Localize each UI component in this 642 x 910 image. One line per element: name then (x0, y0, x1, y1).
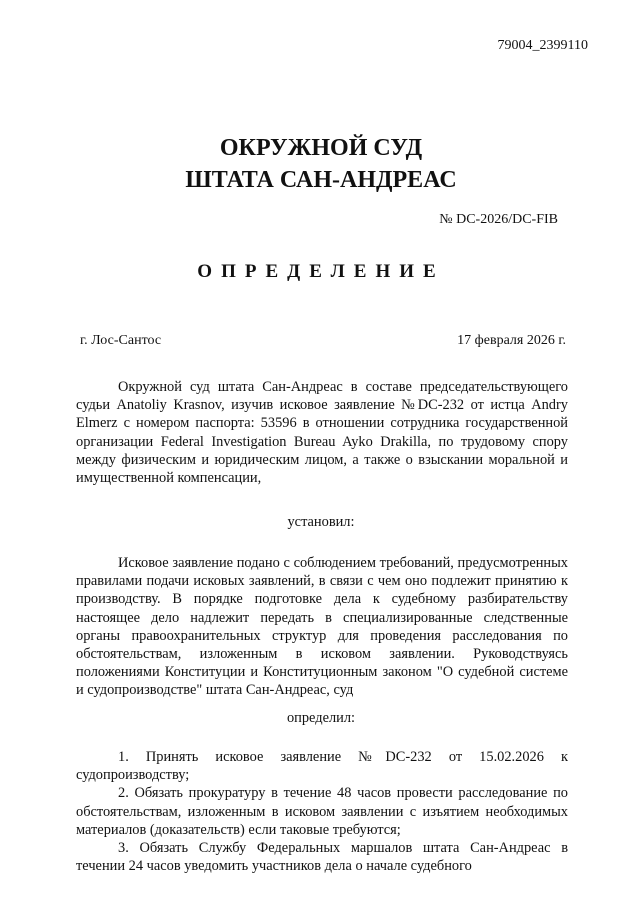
order-item: 1. Принять исковое заявление №DC-232 от 15.02.2026 к судопроизводству; (76, 749, 568, 784)
court-title-line-2: ШТАТА САН-АНДРЕАС (185, 167, 457, 193)
case-number: № DC-2026/DC-FIB (439, 212, 558, 227)
order-item: 2. Обязать прокуратуру в течение 48 часов провести расследование по обстоятельствам, изложенным в исковом заявлении с изъятием необходимых материалов (доказательств) если таковые требуются; (76, 785, 568, 838)
date-of-issue: 17 февраля 2026 г. (457, 333, 566, 348)
document-type-heading: ОПРЕДЕЛЕНИЕ (197, 261, 445, 282)
order-item: 3. Обязать Службу Федеральных маршалов штата Сан-Андреас в течении 24 часов уведомить участников дела о начале судебного (76, 840, 568, 875)
decided-heading: определил: (286, 710, 356, 726)
place-of-issue: г. Лос-Сантос (80, 333, 162, 348)
established-paragraph: Исковое заявление подано с соблюдением требований, предусмотренных правилами подачи исковых заявлений, в связи с чем оно подлежит принятию к производству. В порядке подготовке дела к судебному разбирательству настоящее дело надлежит передать в специализированные следственные органы правоохранительных структур для проведения расследования по обстоятельствам, изложенным в исковом заявлении. Руководствуясь положениями Конституции и Конституционным законом "О судебной системе и судопроизводстве" штата Сан-Андреас, суд (76, 555, 568, 699)
orders-list (76, 748, 568, 875)
court-title (0, 132, 642, 196)
established-heading: установил: (287, 514, 355, 530)
court-title-line-1: ОКРУЖНОЙ СУД (219, 135, 423, 161)
document-id: 79004_2399110 (497, 38, 588, 53)
intro-paragraph: Окружной суд штата Сан-Андреас в составе председательствующего судьи Anatoliy Krasnov, изучив исковое заявление №DC-232 от истца Andry Elmerz с номером паспорта: 53596 в отношении сотрудника государственной организации Federal Investigation Bureau Ayko Drakilla, по трудовому спору между физическим и юридическим лицом, а также о взыскании моральной и имущественной компенсации, (76, 379, 568, 487)
